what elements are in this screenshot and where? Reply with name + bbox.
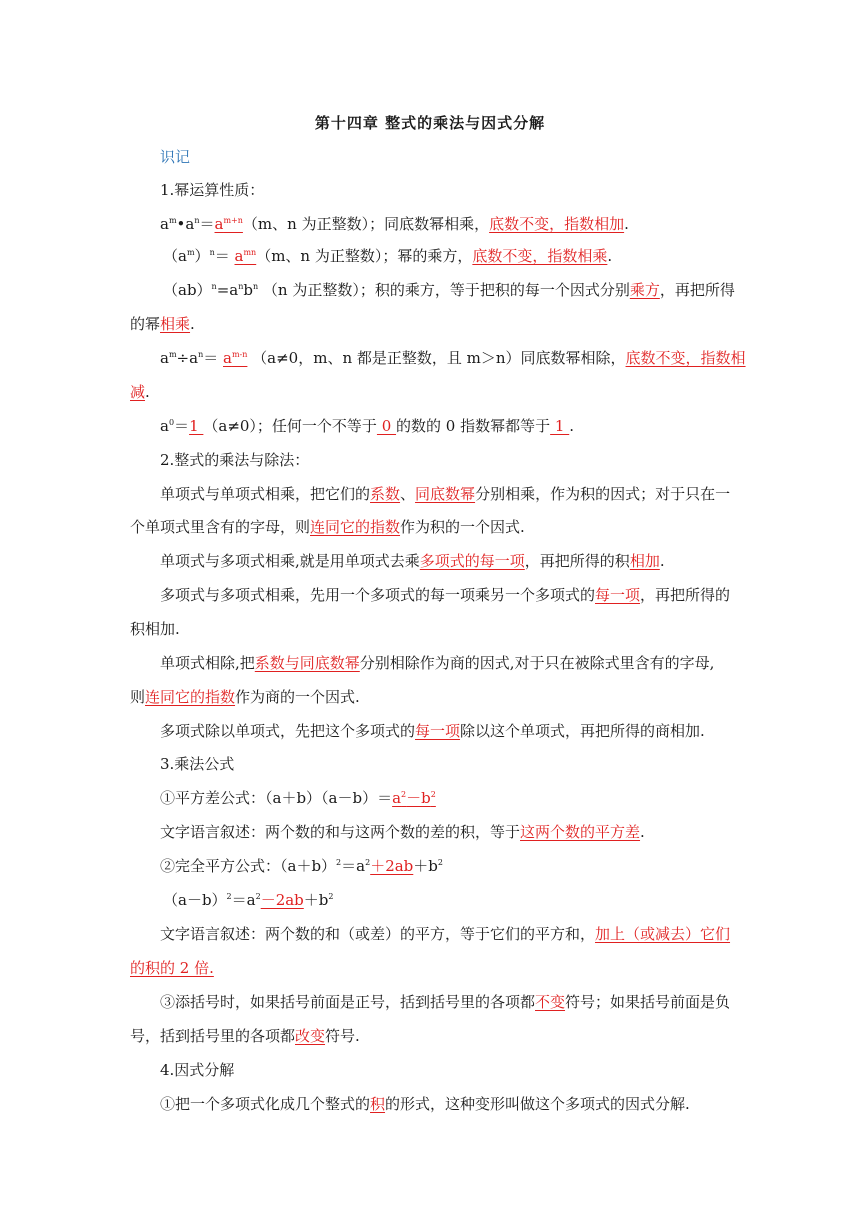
paragraph: 文字语言叙述：两个数的和（或差）的平方，等于它们的平方和，加上（或减去）它们 bbox=[160, 925, 731, 943]
paragraph: ③添括号时，如果括号前面是正号，括到括号里的各项都不变符号；如果括号前面是负 bbox=[160, 993, 731, 1011]
page-title: 第十四章 整式的乘法与因式分解 bbox=[314, 114, 546, 132]
section-heading: 2.整式的乘法与除法： bbox=[160, 451, 310, 469]
answer-blank: 同底数幂 bbox=[415, 485, 476, 503]
section-heading: 4.因式分解 bbox=[160, 1061, 235, 1079]
paragraph bbox=[130, 958, 214, 978]
answer-blank: 减 bbox=[130, 383, 146, 401]
answer-blank: 底数不变，指数相 bbox=[625, 349, 746, 367]
paragraph: $a^m•a^n=a^{m+n}(m$、n 为正整数）；同底数幂相乘，底数不变，指数相加. bbox=[160, 215, 629, 233]
paragraph: 个单项式里含有的字母，则连同它的指数作为积的一个因式. bbox=[130, 518, 525, 536]
paragraph: $a^0=1$ （a≠0）；任何一个不等于 0 的数的 0 指数幂都等于 1 . bbox=[160, 417, 574, 435]
answer-blank: 不变 bbox=[535, 993, 566, 1011]
answer-blank: 加上（或减去）它们 bbox=[595, 925, 731, 943]
answer-blank: －2ab bbox=[260, 891, 304, 909]
answer-blank: 底数不变，指数相乘 bbox=[472, 247, 608, 265]
paragraph: ①把一个多项式化成几个整式的积的形式，这种变形叫做这个多项式的因式分解. bbox=[160, 1095, 690, 1113]
answer-blank: 系数 bbox=[370, 485, 401, 503]
paragraph: $(a^m)^n= a^{mn}(m$、n 为正整数）；幂的乘方，底数不变，指数相乘. bbox=[163, 247, 613, 265]
paragraph: 文字语言叙述：两个数的和与这两个数的差的积，等于这两个数的平方差. bbox=[160, 823, 645, 841]
answer-blank: $a^{m-n}$ bbox=[223, 349, 248, 367]
answer-blank: 改变 bbox=[295, 1027, 326, 1045]
answer-blank: 底数不变，指数相加 bbox=[489, 215, 625, 233]
answer-blank: 0 bbox=[376, 417, 397, 435]
answer-blank: 连同它的指数 bbox=[310, 518, 401, 536]
paragraph: 积相加. bbox=[130, 620, 180, 638]
paragraph: $(a-b)^2=a^2-2ab+b^2$ bbox=[163, 891, 334, 909]
answer-blank: 连同它的指数 bbox=[145, 688, 236, 706]
paragraph: 号，括到括号里的各项都改变符号. bbox=[130, 1027, 360, 1045]
paragraph: 的幂相乘. bbox=[130, 315, 195, 333]
answer-blank: $a^2-b^2$ bbox=[392, 789, 436, 807]
answer-blank: 的积的 2 倍. bbox=[130, 959, 214, 977]
paragraph: $(ab)^n=a^nb^n$ （n 为正整数）；积的乘方，等于把积的每一个因式分别乘方，再把所得 bbox=[163, 281, 735, 299]
paragraph: $a^m\div a^n= a^{m-n}$ （a≠0，m、n 都是正整数，且 m＞n）同底数幂相除，底数不变，指数相 bbox=[160, 349, 746, 367]
answer-blank: 相加 bbox=[629, 552, 660, 570]
paragraph: 多项式除以单项式，先把这个多项式的每一项除以这个单项式，再把所得的商相加. bbox=[160, 722, 705, 740]
answer-blank: 相乘 bbox=[160, 315, 191, 333]
answer-blank: $a^{m+n}$ bbox=[214, 215, 243, 233]
paragraph: 则连同它的指数作为商的一个因式. bbox=[130, 688, 360, 706]
answer-blank: $a^{mn}$ bbox=[234, 247, 257, 265]
answer-blank: 这两个数的平方差 bbox=[520, 823, 641, 841]
section-label: 识记 bbox=[160, 148, 191, 166]
section-heading: 3.乘法公式 bbox=[160, 755, 235, 773]
answer-blank: 每一项 bbox=[595, 586, 641, 604]
answer-blank: 系数与同底数幂 bbox=[254, 654, 360, 672]
answer-blank: 多项式的每一项 bbox=[419, 552, 525, 570]
paragraph: ②完全平方公式：$(a+b)^2=a^2+2ab+b^2$ bbox=[160, 857, 443, 875]
paragraph: 单项式与单项式相乘，把它们的系数、同底数幂分别相乘，作为积的因式；对于只在一 bbox=[160, 485, 731, 503]
answer-blank: ＋2ab bbox=[370, 857, 414, 875]
paragraph: 减. bbox=[130, 383, 150, 401]
paragraph: ①平方差公式：$(a+b)(a-b)=a^2-b^2$ bbox=[160, 789, 436, 807]
answer-blank: 积 bbox=[370, 1095, 386, 1113]
section-heading: 1.幂运算性质： bbox=[160, 181, 265, 199]
paragraph: 单项式相除,把系数与同底数幂分别相除作为商的因式,对于只在被除式里含有的字母, bbox=[160, 654, 715, 672]
paragraph: 单项式与多项式相乘,就是用单项式去乘多项式的每一项，再把所得的积相加. bbox=[160, 552, 665, 570]
answer-blank: 每一项 bbox=[415, 722, 461, 740]
paragraph: 多项式与多项式相乘，先用一个多项式的每一项乘另一个多项式的每一项，再把所得的 bbox=[160, 586, 731, 604]
answer-blank: 1 bbox=[550, 417, 570, 435]
answer-blank: 乘方 bbox=[629, 281, 660, 299]
answer-blank: 1 bbox=[189, 417, 204, 435]
